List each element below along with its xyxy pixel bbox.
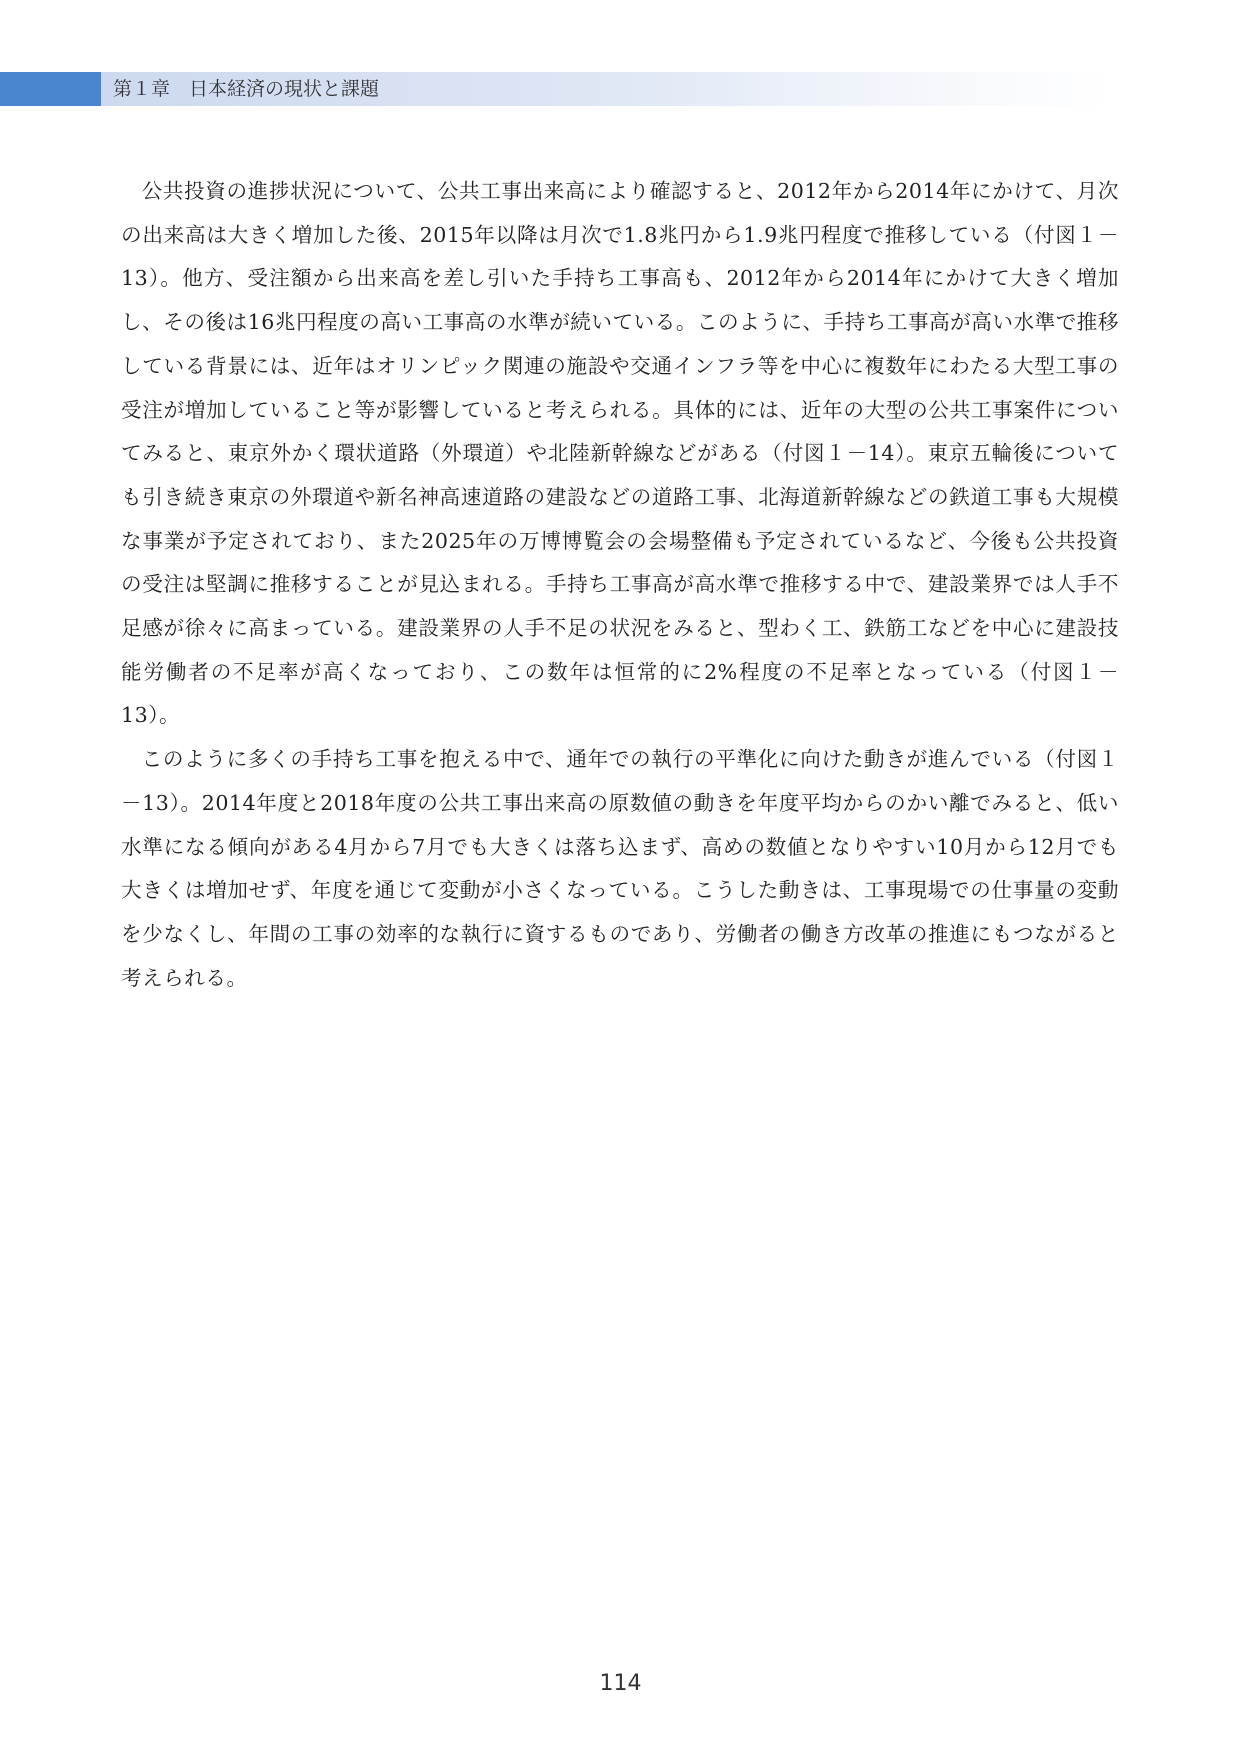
paragraph-leveling: このように多くの手持ち工事を抱える中で、通年での執行の平準化に向けた動きが進んでいる（付図１－13）。2014年度と2018年度の公共工事出来高の原数値の動きを年度平均からのかい離でみると、低い水準になる傾向がある4月から7月でも大きくは落ち込まず、高めの数値となりやすい10月から12月でも大きくは増加せず、年度を通じて変動が小さくなっている。こうした動きは、工事現場での仕事量の変動を少なくし、年間の工事の効率的な執行に資するものであり、労働者の働き方改革の推進にもつながると考えられる。	[121, 747, 1119, 990]
page-number: 114	[599, 1671, 642, 1696]
chapter-title: 第１章 日本経済の現状と課題	[113, 78, 380, 100]
chapter-header-accent	[0, 72, 101, 106]
body-text	[121, 170, 1119, 1000]
paragraph-public-investment: 公共投資の進捗状況について、公共工事出来高により確認すると、2012年から2014年にかけて、月次の出来高は大きく増加した後、2015年以降は月次で1.8兆円から1.9兆円程度で推移している（付図１－13）。他方、受注額から出来高を差し引いた手持ち工事高も、2012年から2014年にかけて大きく増加し、その後は16兆円程度の高い工事高の水準が続いている。このように、手持ち工事高が高い水準で推移している背景には、近年はオリンピック関連の施設や交通インフラ等を中心に複数年にわたる大型工事の受注が増加していること等が影響していると考えられる。具体的には、近年の大型の公共工事案件についてみると、東京外かく環状道路（外環道）や北陸新幹線などがある（付図１－14）。東京五輪後についても引き続き東京の外環道や新名神高速道路の建設などの道路工事、北海道新幹線などの鉄道工事も大規模な事業が予定されており、また2025年の万博博覧会の会場整備も予定されているなど、今後も公共投資の受注は堅調に推移することが見込まれる。手持ち工事高が高水準で推移する中で、建設業界では人手不足感が徐々に高まっている。建設業界の人手不足の状況をみると、型わく工、鉄筋工などを中心に建設技能労働者の不足率が高くなっており、この数年は恒常的に2%程度の不足率となっている（付図１－13）。	[121, 179, 1119, 728]
